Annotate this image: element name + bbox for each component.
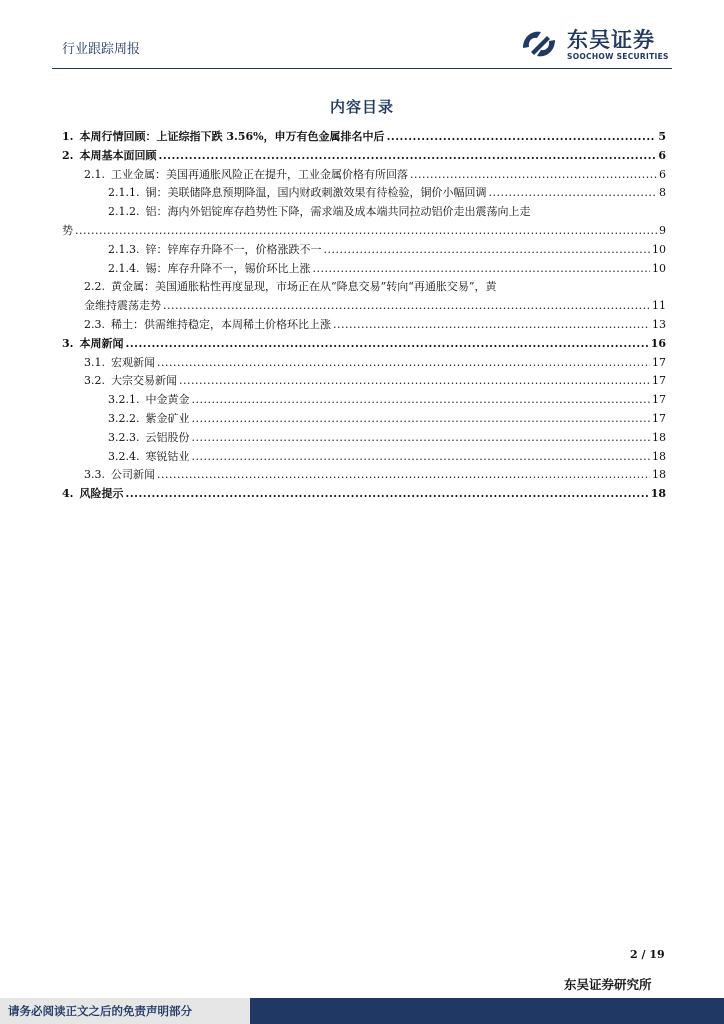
toc-entry-page: 11 — [652, 299, 666, 313]
toc-entry-page: 8 — [659, 186, 666, 200]
toc-entry[interactable] — [62, 335, 666, 354]
toc-entry-title: 工业金属：美国再通胀风险正在提升，工业金属价格有所回落 — [111, 167, 408, 181]
toc-entry-page: 5 — [658, 130, 666, 143]
toc-entry-title: 锡：库存升降不一，锡价环比上涨 — [145, 261, 311, 275]
toc-leader — [387, 128, 657, 147]
toc-entry-page: 6 — [659, 167, 666, 181]
toc-entry-title: 公司新闻 — [111, 468, 155, 482]
toc-entry-title: 紫金矿业 — [145, 411, 190, 425]
toc-entry-page: 17 — [652, 411, 666, 425]
toc-entry-page: 9 — [659, 223, 666, 237]
toc-entry-number: 2.2. — [84, 280, 105, 294]
toc-entry-title: 中金黄金 — [145, 393, 190, 407]
toc-entry[interactable] — [62, 241, 666, 260]
toc-leader — [324, 241, 651, 260]
toc-leader — [192, 410, 651, 429]
toc-entry-title: 云铝股份 — [145, 430, 190, 444]
toc-leader — [333, 316, 650, 335]
toc-entry-title: 本周行情回顾：上证综指下跌 3.56%，申万有色金属排名中后 — [79, 130, 385, 143]
toc-entry-title: 宏观新闻 — [111, 355, 155, 369]
toc-entry[interactable] — [62, 354, 666, 373]
toc-entry-number: 3.1. — [84, 355, 105, 369]
toc-entry-page: 18 — [650, 487, 666, 501]
toc-entry-page: 17 — [652, 393, 666, 407]
toc-entry-title: 铝：海内外铝锭库存趋势性下降，需求端及成本端共同拉动铝价走出震荡向上走 — [145, 205, 531, 219]
report-type-label: 行业跟踪周报 — [62, 42, 141, 57]
toc-entry[interactable] — [62, 391, 666, 410]
institute-name: 东吴证券研究所 — [564, 977, 652, 992]
toc-entry-page: 17 — [652, 355, 666, 369]
toc-entry-title: 寒锐钴业 — [145, 449, 190, 463]
toc-leader — [157, 354, 650, 373]
footer-bar-gray — [0, 998, 250, 1024]
toc-entry[interactable] — [62, 466, 666, 485]
toc-entry-number: 3.2. — [84, 374, 105, 388]
toc-entry[interactable] — [62, 128, 666, 147]
toc-entry-number: 4. — [62, 487, 74, 501]
brand-name-en: SOOCHOW SECURITIES — [567, 52, 669, 61]
toc-entry[interactable] — [62, 147, 666, 166]
toc-entry-number: 3.2.1. — [108, 393, 140, 407]
toc-entry-number: 3.2.2. — [108, 411, 140, 425]
page-indicator: 2 / 19 — [630, 948, 665, 961]
toc-leader — [313, 260, 651, 279]
toc-title: 内容目录 — [329, 98, 394, 116]
toc-entry-number: 2. — [62, 148, 74, 162]
footer-bar — [0, 998, 724, 1024]
toc-entry[interactable] — [62, 203, 666, 241]
toc-entry-number: 2.1. — [84, 167, 105, 181]
toc-entry-title-continued: 势 — [62, 223, 73, 237]
toc-leader — [489, 184, 658, 203]
toc-entry-number: 2.1.2. — [108, 205, 140, 219]
toc-entry-page: 18 — [652, 449, 666, 463]
toc-leader — [75, 222, 657, 241]
toc-entry-title: 大宗交易新闻 — [111, 374, 177, 388]
toc-entry-page: 6 — [658, 148, 666, 162]
toc-entry[interactable] — [62, 278, 666, 316]
toc-entry-page: 16 — [650, 336, 666, 350]
toc-entry-page: 13 — [652, 317, 666, 331]
toc-entry-page: 18 — [652, 430, 666, 444]
toc-entry-number: 1. — [62, 130, 74, 143]
toc-entry-title: 稀土：供需维持稳定，本周稀土价格环比上涨 — [111, 317, 331, 331]
toc-entry[interactable] — [62, 260, 666, 279]
toc-leader — [163, 297, 650, 316]
toc-entry[interactable] — [62, 166, 666, 185]
table-of-contents — [62, 128, 666, 504]
toc-leader — [410, 166, 657, 185]
toc-entry-title: 锌：锌库存升降不一，价格涨跌不一 — [145, 242, 322, 256]
toc-leader — [192, 391, 651, 410]
toc-entry-number: 3.3. — [84, 468, 105, 482]
toc-entry-number: 3.2.4. — [108, 449, 140, 463]
toc-entry[interactable] — [62, 485, 666, 504]
toc-entry-number: 3. — [62, 336, 74, 350]
toc-leader — [125, 335, 648, 354]
toc-entry[interactable] — [62, 429, 666, 448]
toc-leader — [192, 448, 651, 467]
toc-entry-number: 2.3. — [84, 317, 105, 331]
toc-entry-page: 10 — [652, 242, 666, 256]
toc-entry-title-continued: 金维持震荡走势 — [84, 299, 161, 313]
toc-entry-page: 10 — [652, 261, 666, 275]
toc-entry-number: 2.1.4. — [108, 261, 140, 275]
toc-entry-number: 2.1.1. — [108, 186, 140, 200]
toc-entry-title: 铜：美联储降息预期降温，国内财政刺激效果有待检验，铜价小幅回调 — [145, 186, 487, 200]
disclaimer-notice: 请务必阅读正文之后的免责声明部分 — [8, 1004, 192, 1018]
toc-leader — [158, 147, 656, 166]
toc-entry[interactable] — [62, 372, 666, 391]
toc-entry-number: 3.2.3. — [108, 430, 140, 444]
toc-leader — [179, 372, 650, 391]
soochow-logo-icon — [519, 26, 559, 62]
toc-leader — [192, 429, 651, 448]
brand-name-cn: 东吴证券 — [567, 28, 655, 52]
toc-entry[interactable] — [62, 410, 666, 429]
header-divider — [52, 68, 672, 69]
toc-entry-page: 17 — [652, 374, 666, 388]
toc-entry[interactable] — [62, 316, 666, 335]
toc-entry[interactable] — [62, 184, 666, 203]
toc-leader — [157, 466, 650, 485]
toc-entry-page: 18 — [652, 468, 666, 482]
toc-entry-title: 本周新闻 — [79, 336, 124, 350]
toc-leader — [125, 485, 648, 504]
toc-entry[interactable] — [62, 448, 666, 467]
toc-entry-title: 风险提示 — [79, 487, 124, 501]
toc-entry-number: 2.1.3. — [108, 242, 140, 256]
brand-logo — [519, 24, 679, 64]
toc-entry-title: 黄金属：美国通胀粘性再度显现，市场正在从“降息交易”转向“再通胀交易”，黄 — [111, 280, 497, 294]
toc-entry-title: 本周基本面回顾 — [79, 148, 157, 162]
